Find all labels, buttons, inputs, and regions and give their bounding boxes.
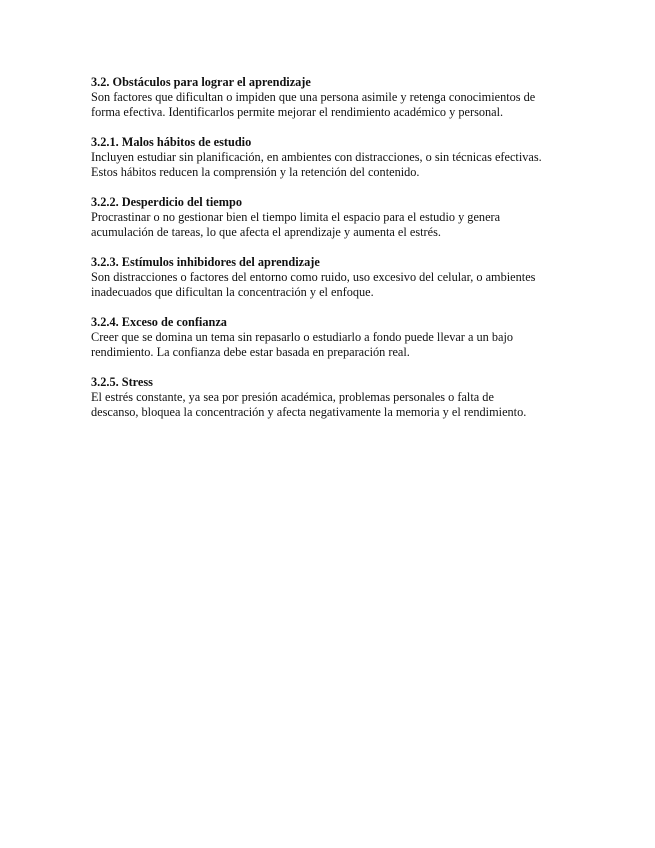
document-body (91, 75, 571, 435)
paragraph-line: Estos hábitos reducen la comprensión y la retención del contenido. (91, 165, 420, 179)
section-stress (91, 375, 571, 420)
paragraph-line: Son factores que dificultan o impiden que una persona asimile y retenga conocimientos de (91, 90, 536, 104)
section-paragraph (91, 330, 571, 360)
section-paragraph (91, 150, 571, 180)
section-paragraph (91, 270, 571, 300)
paragraph-line: Son distracciones o factores del entorno como ruido, uso excesivo del celular, o ambientes (91, 270, 536, 284)
section-heading: 3.2.1. Malos hábitos de estudio (91, 135, 252, 149)
paragraph-line: descanso, bloquea la concentración y afecta negativamente la memoria y el rendimiento. (91, 405, 527, 419)
section-heading: 3.2.4. Exceso de confianza (91, 315, 227, 329)
section-paragraph (91, 90, 571, 120)
paragraph-line: Incluyen estudiar sin planificación, en ambientes con distracciones, o sin técnicas efectivas. (91, 150, 542, 164)
paragraph-line: forma efectiva. Identificarlos permite mejorar el rendimiento académico y personal. (91, 105, 504, 119)
paragraph-line: acumulación de tareas, lo que afecta el aprendizaje y aumenta el estrés. (91, 225, 441, 239)
paragraph-line: Creer que se domina un tema sin repasarlo o estudiarlo a fondo puede llevar a un bajo (91, 330, 514, 344)
paragraph-line: El estrés constante, ya sea por presión académica, problemas personales o falta de (91, 390, 494, 404)
paragraph-line: Procrastinar o no gestionar bien el tiempo limita el espacio para el estudio y genera (91, 210, 501, 224)
section-desperdicio-tiempo (91, 195, 571, 240)
section-heading: 3.2. Obstáculos para lograr el aprendizaje (91, 75, 311, 89)
section-obstaculos (91, 75, 571, 120)
section-paragraph (91, 390, 571, 420)
section-heading: 3.2.2. Desperdicio del tiempo (91, 195, 242, 209)
section-paragraph (91, 210, 571, 240)
section-malos-habitos (91, 135, 571, 180)
section-estimulos-inhibidores (91, 255, 571, 300)
paragraph-line: rendimiento. La confianza debe estar basada en preparación real. (91, 345, 410, 359)
section-exceso-confianza (91, 315, 571, 360)
paragraph-line: inadecuados que dificultan la concentración y el enfoque. (91, 285, 374, 299)
section-heading: 3.2.3. Estímulos inhibidores del aprendizaje (91, 255, 320, 269)
section-heading: 3.2.5. Stress (91, 375, 153, 389)
